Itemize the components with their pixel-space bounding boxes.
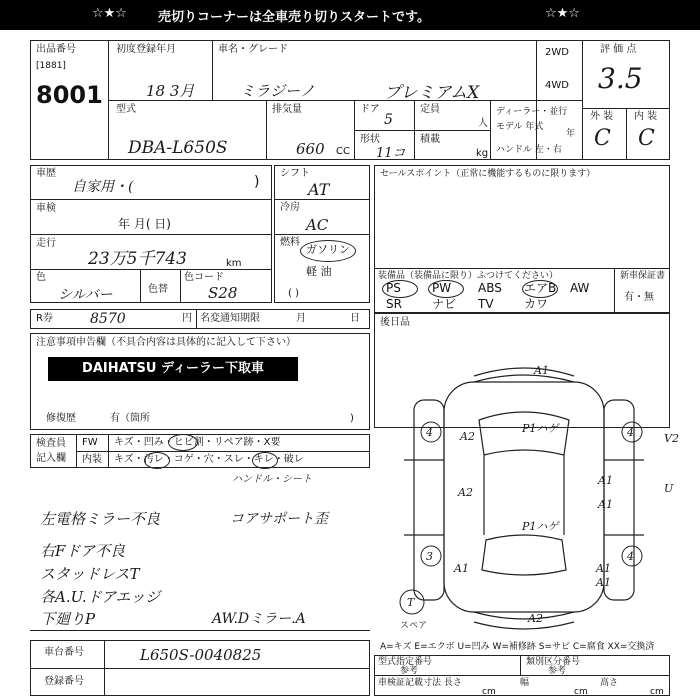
dims-label: 車検証記載寸法 長さ <box>378 678 462 688</box>
equipment-item: カワ <box>524 297 549 311</box>
top-banner <box>0 0 700 30</box>
diagram-mark: A2 <box>528 612 543 625</box>
shape-value: 11コ <box>376 146 406 161</box>
inspection-label: 車検 <box>36 203 56 214</box>
diagram-mark: 3 <box>426 550 433 563</box>
diagram-mark: A1 <box>534 364 549 377</box>
notice-label: 名変通知期限 <box>200 313 260 324</box>
diagram-mark: U <box>664 482 674 495</box>
chassis-value: L650S-0040825 <box>140 646 262 664</box>
inspector-row1-items: キズ・凹み・ヒビ割・リペア跡・X要 <box>114 437 281 448</box>
fuel-value: ガソリン <box>306 243 350 256</box>
color-label: 色 <box>36 272 46 283</box>
after-label: 後日品 <box>380 317 410 328</box>
diagram-mark: P1ハゲ <box>522 520 559 533</box>
capacity-unit: 人 <box>478 118 488 129</box>
equipment-item: ナビ <box>432 297 457 311</box>
model-label: 型式 <box>116 104 136 115</box>
handwritten-note: 下廻りP <box>40 610 96 628</box>
mileage-unit: km <box>226 258 242 269</box>
shift-value: AT <box>308 180 330 199</box>
door-label: ドア <box>360 104 380 115</box>
lot-number: 8001 <box>36 81 103 109</box>
class-label: 類別区分番号 <box>526 657 581 667</box>
interior-value: C <box>638 126 655 151</box>
equipment-item: PW <box>432 281 452 295</box>
score-value: 3.5 <box>598 62 643 95</box>
unit-cm-3: cm <box>650 687 664 697</box>
year-unit: 年 <box>566 129 576 139</box>
unit-cm-2: cm <box>574 687 588 697</box>
equipment-item: SR <box>386 297 402 311</box>
handwritten-note: 右Fドア不良 <box>40 542 125 560</box>
dealer-label: ディーラー・並行 <box>496 107 568 117</box>
drive-2wd: 2WD <box>545 47 569 58</box>
diagram-mark: 4 <box>627 426 634 439</box>
first-reg-label: 初度登録年月 <box>116 44 176 55</box>
tax-label: R券 <box>36 313 53 324</box>
repair-label: 修復歴 <box>46 413 76 424</box>
history-value: 自家用・( <box>72 179 134 195</box>
tax-value: 8570 <box>90 311 126 327</box>
spare-label: スペア <box>400 621 428 631</box>
notice-day: 日 <box>350 313 360 324</box>
banner-text: 売切りコーナーは全車売り切りスタートです。 <box>158 10 430 25</box>
chassis-label: 車台番号 <box>44 647 84 658</box>
diagram-mark: A2 <box>458 486 473 499</box>
door-value: 5 <box>384 112 393 128</box>
first-reg-value: 18 3月 <box>146 82 195 100</box>
repair-value: 有（箇所 <box>110 413 150 424</box>
fuel-label: 燃料 <box>280 237 300 248</box>
unit-cm-1: cm <box>482 687 496 697</box>
ac-label: 冷房 <box>280 202 300 213</box>
fuel-value2: 軽 油 <box>306 265 332 278</box>
diagram-mark: A2 <box>460 430 475 443</box>
diagram-mark: 4 <box>426 426 433 439</box>
exterior-value: C <box>594 126 611 151</box>
inspector-row2-items: キズ・汚レ・コゲ・穴・スレ・キレ・破レ <box>114 454 304 465</box>
mileage-label: 走行 <box>36 238 56 249</box>
history-label: 車歴 <box>36 168 56 179</box>
diagram-mark: A1 <box>598 474 613 487</box>
load-label: 積載 <box>420 134 440 145</box>
exterior-label: 外 装 <box>590 111 614 122</box>
inspector-label1: 検査員 <box>36 438 66 449</box>
handwritten-note: 左電格ミラー不良 <box>40 510 161 528</box>
repaint-label: 色替 <box>148 284 168 295</box>
diagram-mark: A1 <box>596 576 611 589</box>
diagram-mark: A1 <box>598 498 613 511</box>
equipment-item: PS <box>386 281 401 295</box>
shape-label: 形状 <box>360 134 380 145</box>
reg-label: 登録番号 <box>44 676 84 687</box>
inspector-row1-head: FW <box>82 437 98 448</box>
sales-point-label: セールスポイント（正常に機能するものに限ります） <box>380 169 596 179</box>
name-value: ミラジーノ <box>240 82 315 100</box>
note-right-1: コアサポート歪 <box>230 511 328 527</box>
car-diagram <box>374 360 700 638</box>
color-value: シルバー <box>58 287 113 303</box>
equipment-label: 装備品（装備品に限り）ふつけてください） <box>378 271 559 281</box>
history-paren: ) <box>254 174 260 190</box>
notice-month: 月 <box>296 313 306 324</box>
equipment-item: TV <box>478 297 494 311</box>
handwritten-note: スタッドレスT <box>40 565 140 583</box>
handwritten-note: 各A.U.ドアエッジ <box>40 588 161 606</box>
cert-label: 型式指定番号 <box>378 657 433 667</box>
diagram-mark: P1ハゲ <box>522 422 559 435</box>
color-code-label: 色コード <box>184 272 224 283</box>
color-code-value: S28 <box>208 284 238 302</box>
mileage-value: 23万5千743 <box>88 249 187 269</box>
equipment-item: AW <box>570 281 590 295</box>
inspection-value: 年 月( 日) <box>118 217 171 231</box>
score-label: 評 価 点 <box>600 44 637 55</box>
repair-paren: ) <box>350 413 354 424</box>
banner-stars-left: ☆★☆ <box>92 6 127 21</box>
ref2: 参考 <box>548 666 567 676</box>
handle-label: ハンドル 左・右 <box>496 145 562 155</box>
ac-value: AC <box>306 216 329 234</box>
diagram-mark: A1 <box>454 562 469 575</box>
drive-4wd: 4WD <box>545 80 569 91</box>
lot-sub: [1881] <box>36 61 66 71</box>
tax-unit: 円 <box>182 313 192 324</box>
legend: A=キズ E=エクボ U=凹み W=補修跡 S=サビ C=腐食 XX=交換済 <box>380 642 655 652</box>
notes-label: 注意事項申告欄（不具合内容は具体的に記入して下さい） <box>36 337 296 348</box>
note-right-2: AW.Dミラー.A <box>212 611 306 627</box>
diagram-mark: 4 <box>627 550 634 563</box>
equipment-item: ABS <box>478 281 502 295</box>
inspector-label2: 記入欄 <box>36 453 66 464</box>
fuel-other: ( ) <box>288 288 299 299</box>
diagram-mark: A1 <box>596 562 611 575</box>
lot-label: 出品番号 <box>36 44 76 55</box>
diagram-mark: V2 <box>664 432 679 445</box>
displacement-label: 排気量 <box>272 104 302 115</box>
height-label: 高さ <box>600 678 619 688</box>
ref1: 参考 <box>400 666 419 676</box>
inspector-row2-head: 内装 <box>82 454 102 465</box>
equipment-item: エアB <box>524 281 557 295</box>
dealer-note: DAIHATSU ディーラー下取車 <box>48 357 298 381</box>
displacement-unit: CC <box>336 146 350 157</box>
displacement-value: 660 <box>296 140 325 158</box>
model-value: DBA-L650S <box>128 138 228 158</box>
shift-label: シフト <box>280 168 310 179</box>
model-year-label: モデル 年式 <box>496 122 544 132</box>
load-unit: kg <box>476 148 489 159</box>
inspector-handwritten: ハンドル・シート <box>232 474 312 485</box>
width-label: 幅 <box>520 678 530 688</box>
interior-label: 内 装 <box>634 111 658 122</box>
name-label: 車名・グレード <box>218 44 288 55</box>
capacity-label: 定員 <box>420 104 440 115</box>
new-car-label: 新車保証書 <box>620 271 666 281</box>
banner-stars-right: ☆★☆ <box>545 6 580 21</box>
new-car-value: 有・無 <box>624 292 654 303</box>
diagram-mark: T <box>407 596 415 609</box>
grade-value: プレミアムX <box>384 83 480 103</box>
